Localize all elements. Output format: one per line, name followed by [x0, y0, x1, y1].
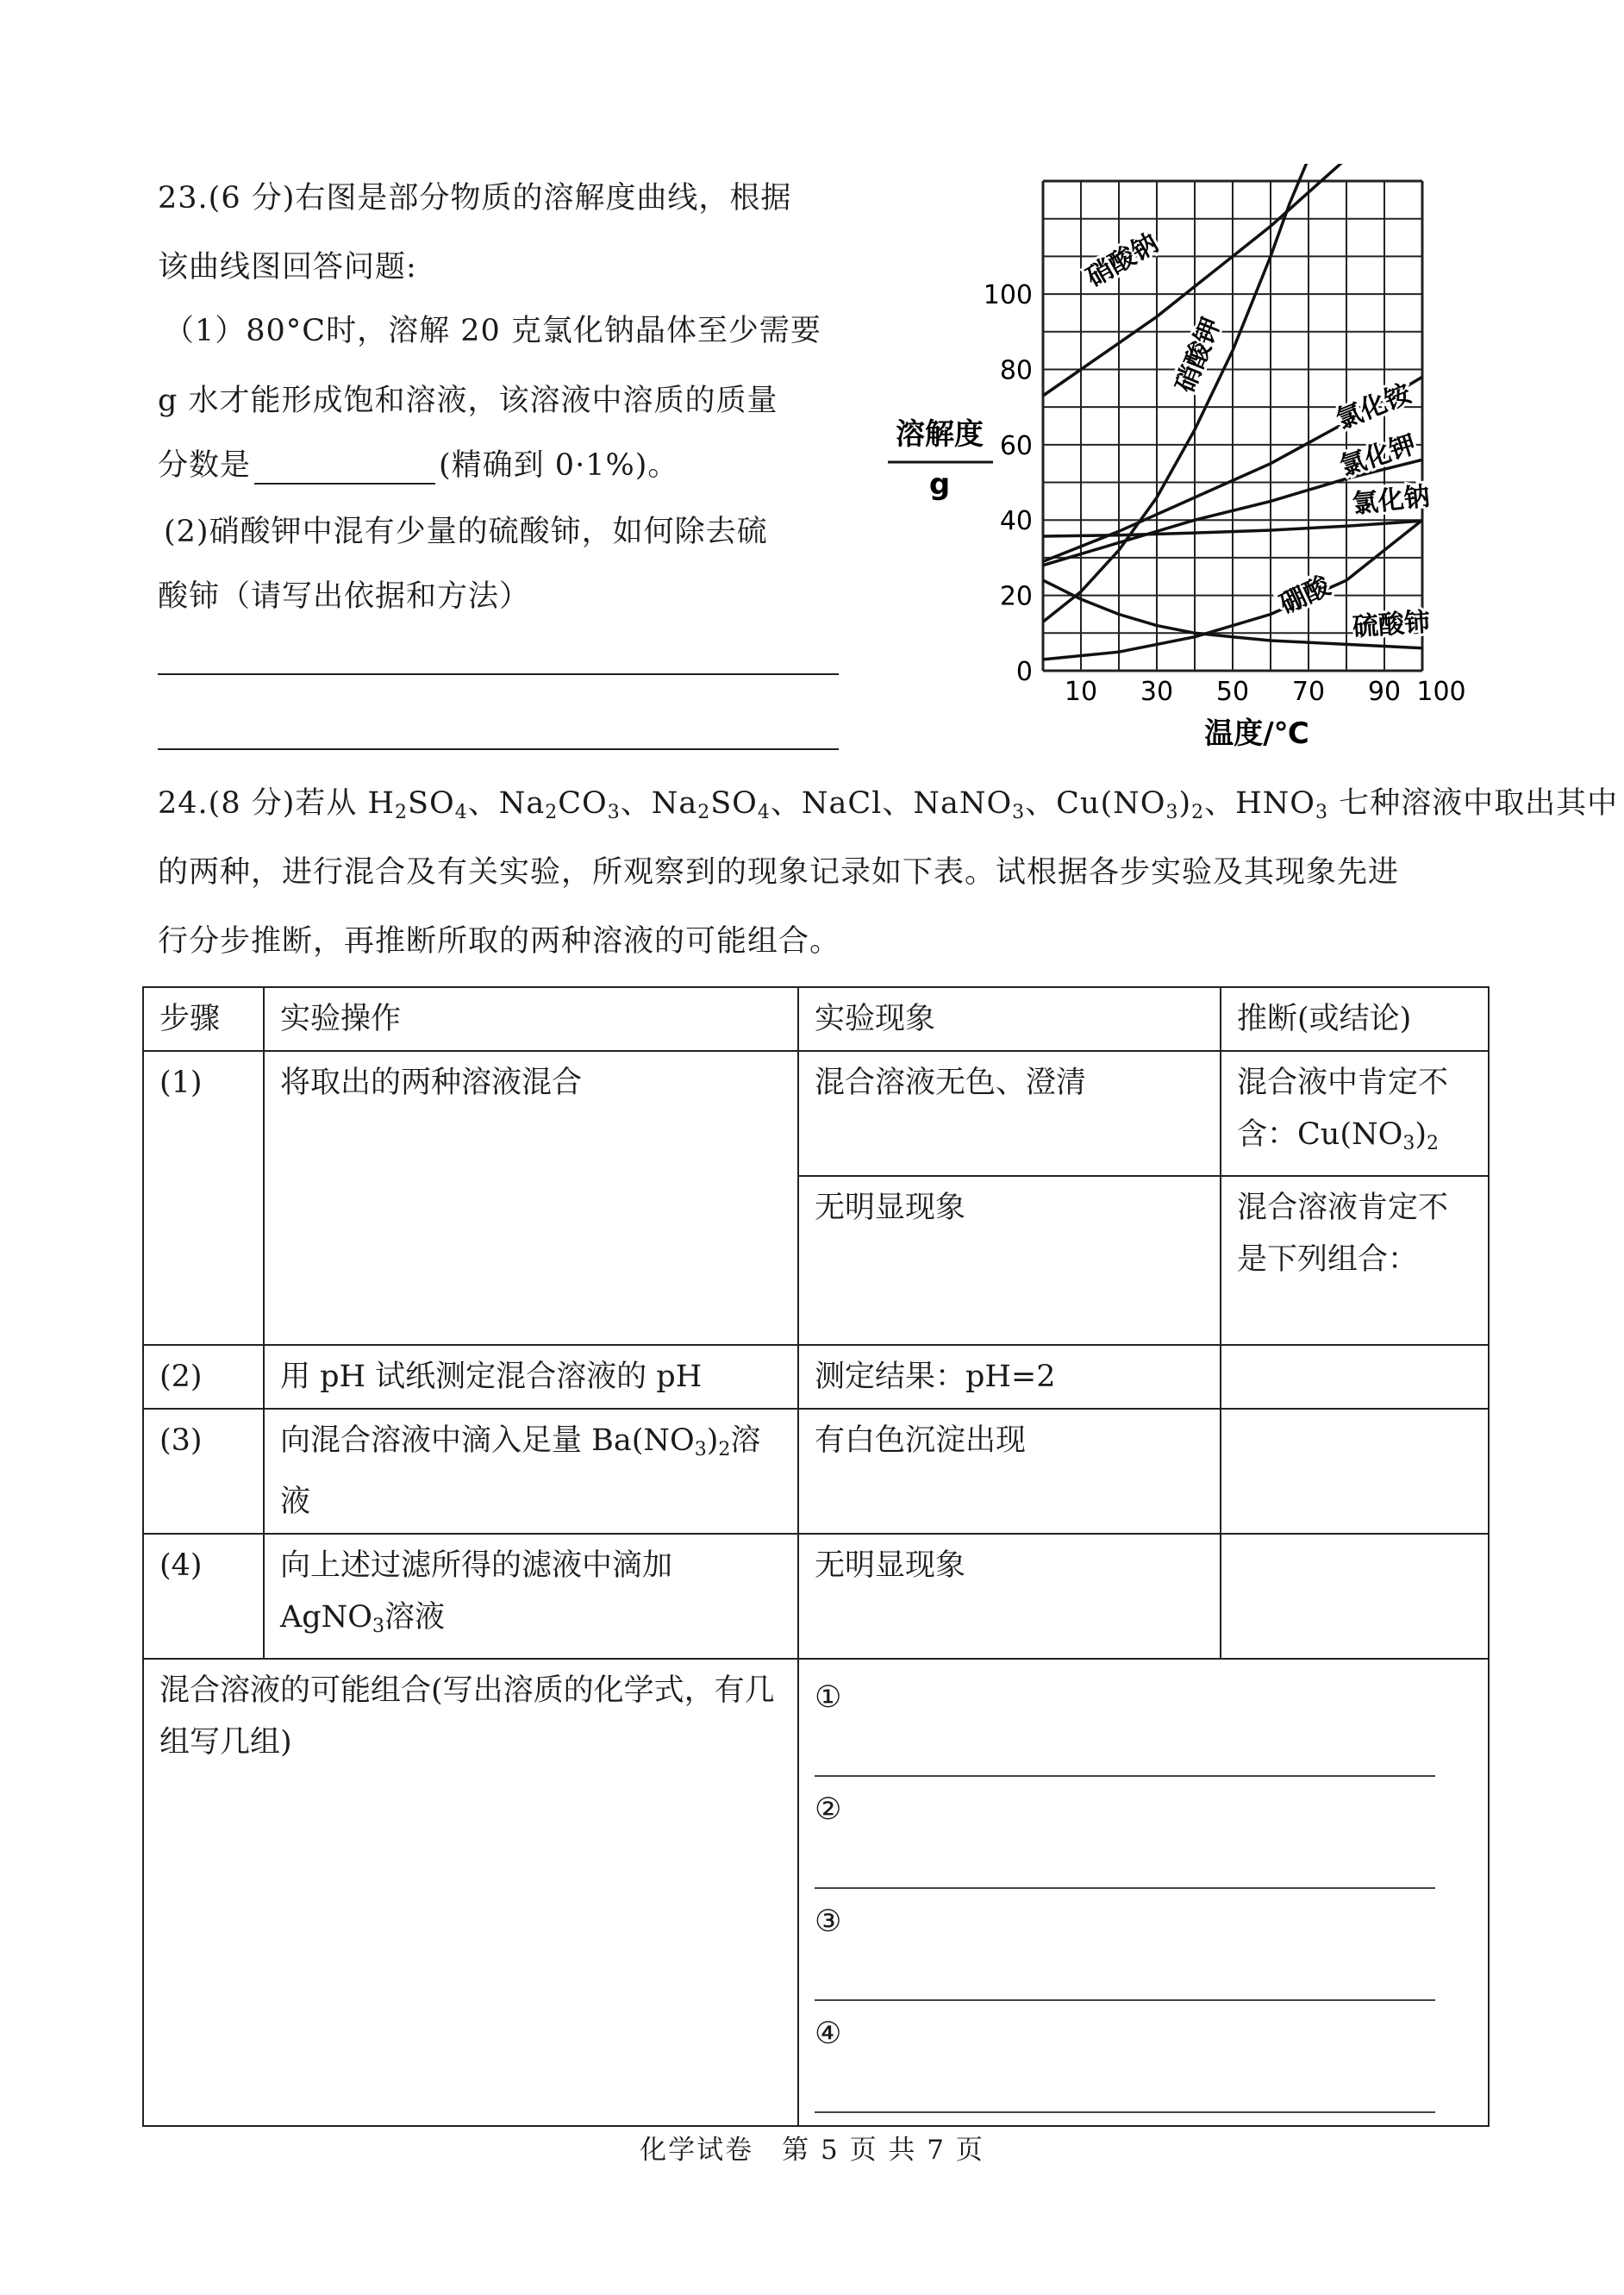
series-label: 氯化钠	[1351, 481, 1432, 520]
series-label: 硝酸钾	[1170, 313, 1227, 397]
q23-part2-line2: 酸铈（请写出依据和方法）	[158, 579, 531, 614]
table-row	[143, 1345, 1489, 1409]
step-3-conclusion[interactable]	[1221, 1409, 1489, 1534]
header-observation: 实验现象	[798, 987, 1221, 1051]
step-4-observation: 无明显现象	[798, 1534, 1221, 1659]
y-axis-label: 溶解度	[896, 417, 984, 452]
step-1-observation-b: 无明显现象	[798, 1176, 1221, 1345]
conclusion-text: 混合液中肯定不含：	[1237, 1066, 1449, 1152]
header-step: 步骤	[143, 987, 264, 1051]
x-tick-label: 100	[1416, 677, 1466, 707]
q23-part1-line1: （1）80°C时，溶解 20 克氯化钠晶体至少需要	[164, 314, 821, 348]
series-label: 氯化铵	[1332, 378, 1415, 436]
step-1: (1)	[143, 1051, 264, 1345]
q24-line1-prefix: 24.(8 分)若从	[158, 786, 368, 821]
table-header-row	[143, 987, 1489, 1051]
step-3: (3)	[143, 1409, 264, 1534]
answer-mark-3: ③	[815, 1904, 842, 1939]
answer-mark-2: ②	[815, 1792, 842, 1827]
x-tick-label: 50	[1215, 677, 1250, 707]
op-text-end: 溶液	[280, 1423, 761, 1519]
chart-curves	[1043, 164, 1431, 660]
step-1-operation: 将取出的两种溶液混合	[264, 1051, 798, 1345]
q23-part1-line3	[158, 447, 678, 485]
q23-heading-cont: 该曲线图回答问题:	[158, 250, 417, 285]
step-4: (4)	[143, 1534, 264, 1659]
q23-part2-line1: (2)硝酸钾中混有少量的硫酸铈，如何除去硫	[164, 515, 768, 549]
step-4-operation	[264, 1534, 798, 1659]
x-tick-label: 30	[1140, 677, 1174, 707]
experiment-table	[142, 986, 1490, 2127]
q24-line3: 行分步推断，再推断所取的两种溶液的可能组合。	[158, 924, 841, 959]
step-1-conclusion-b[interactable]: 混合溶液肯定不是下列组合：	[1221, 1176, 1489, 1345]
x-tick-label: 90	[1367, 677, 1402, 707]
combination-answer-line-1[interactable]	[815, 1723, 1435, 1777]
formula-cu-nitrate: $Cu(NO_3)_2$	[1297, 1117, 1439, 1154]
table-row	[143, 1534, 1489, 1659]
combination-answer-line-4[interactable]	[815, 2060, 1435, 2113]
step-2-conclusion[interactable]	[1221, 1345, 1489, 1409]
q23-part1-prefix: 分数是	[158, 448, 252, 483]
y-tick-label: 0	[1015, 657, 1033, 687]
step-1-observation-a: 混合溶液无色、澄清	[798, 1051, 1221, 1176]
formula-ba-nitrate: $Ba(NO_3)_2$	[591, 1423, 731, 1460]
header-conclusion: 推断(或结论)	[1221, 987, 1489, 1051]
page-footer: 化学试卷 第 5 页 共 7 页	[640, 2135, 984, 2166]
step-2-operation: 用 pH 试纸测定混合溶液的 pH	[264, 1345, 798, 1409]
y-tick-label: 100	[983, 280, 1033, 311]
x-axis-label: 温度/℃	[1204, 716, 1309, 751]
q23-part1-suffix: (精确到 0·1%)。	[439, 448, 679, 483]
answer-mark-4: ④	[815, 2017, 842, 2051]
q23-part1-line2: g 水才能形成饱和溶液，该溶液中溶质的质量	[158, 384, 778, 418]
series-label: 氯化钾	[1336, 429, 1420, 483]
series-label: 硝酸钠	[1081, 228, 1164, 293]
answer-blank[interactable]	[254, 453, 435, 485]
answer-line-1[interactable]	[158, 673, 839, 675]
series-label: 硼酸	[1275, 571, 1335, 621]
q23-heading: 23.(6 分)右图是部分物质的溶解度曲线，根据	[158, 181, 792, 216]
op-text: 向混合溶液中滴入足量	[280, 1423, 592, 1458]
reagent-list: $H_2SO_4$、$Na_2CO_3$、$Na_2SO_4$、NaCl、NaNO$_3$、$Cu(NO_3)_2$、$HNO_3$	[367, 786, 1328, 823]
combination-answer-line-3[interactable]	[815, 1948, 1435, 2001]
combination-answers	[798, 1659, 1489, 2126]
combination-answer-line-2[interactable]	[815, 1835, 1435, 1889]
y-tick-label: 20	[999, 581, 1033, 612]
table-row	[143, 1659, 1489, 2126]
step-2: (2)	[143, 1345, 264, 1409]
table-row	[143, 1051, 1489, 1176]
q24-line1-suffix: 七种溶液中取出其中	[1339, 786, 1619, 821]
header-operation: 实验操作	[264, 987, 798, 1051]
q24-line1	[158, 785, 1618, 832]
op-text: 向上述过滤所得的滤液中滴加	[280, 1548, 673, 1583]
op-text-end: 溶液	[384, 1600, 446, 1635]
formula-ag-nitrate: AgNO$_3$	[280, 1600, 384, 1637]
x-tick-label: 10	[1064, 677, 1098, 707]
step-3-observation: 有白色沉淀出现	[798, 1409, 1221, 1534]
combination-label: 混合溶液的可能组合(写出溶质的化学式，有几组写几组)	[143, 1659, 798, 2126]
y-tick-label: 80	[999, 355, 1033, 386]
series-label: 硫酸铈	[1352, 607, 1432, 643]
q24-line2: 的两种，进行混合及有关实验，所观察到的现象记录如下表。试根据各步实验及其现象先进	[158, 855, 1400, 890]
y-tick-label: 40	[999, 506, 1033, 537]
solubility-chart	[871, 164, 1491, 767]
step-1-conclusion-a[interactable]	[1221, 1051, 1489, 1176]
x-tick-label: 70	[1291, 677, 1326, 707]
step-2-observation: 测定结果：pH=2	[798, 1345, 1221, 1409]
table-row	[143, 1409, 1489, 1534]
step-3-operation	[264, 1409, 798, 1534]
answer-line-2[interactable]	[158, 748, 839, 750]
step-4-conclusion[interactable]	[1221, 1534, 1489, 1659]
answer-mark-1: ①	[815, 1680, 842, 1715]
y-axis-unit: g	[928, 467, 951, 502]
y-tick-label: 60	[999, 430, 1033, 461]
